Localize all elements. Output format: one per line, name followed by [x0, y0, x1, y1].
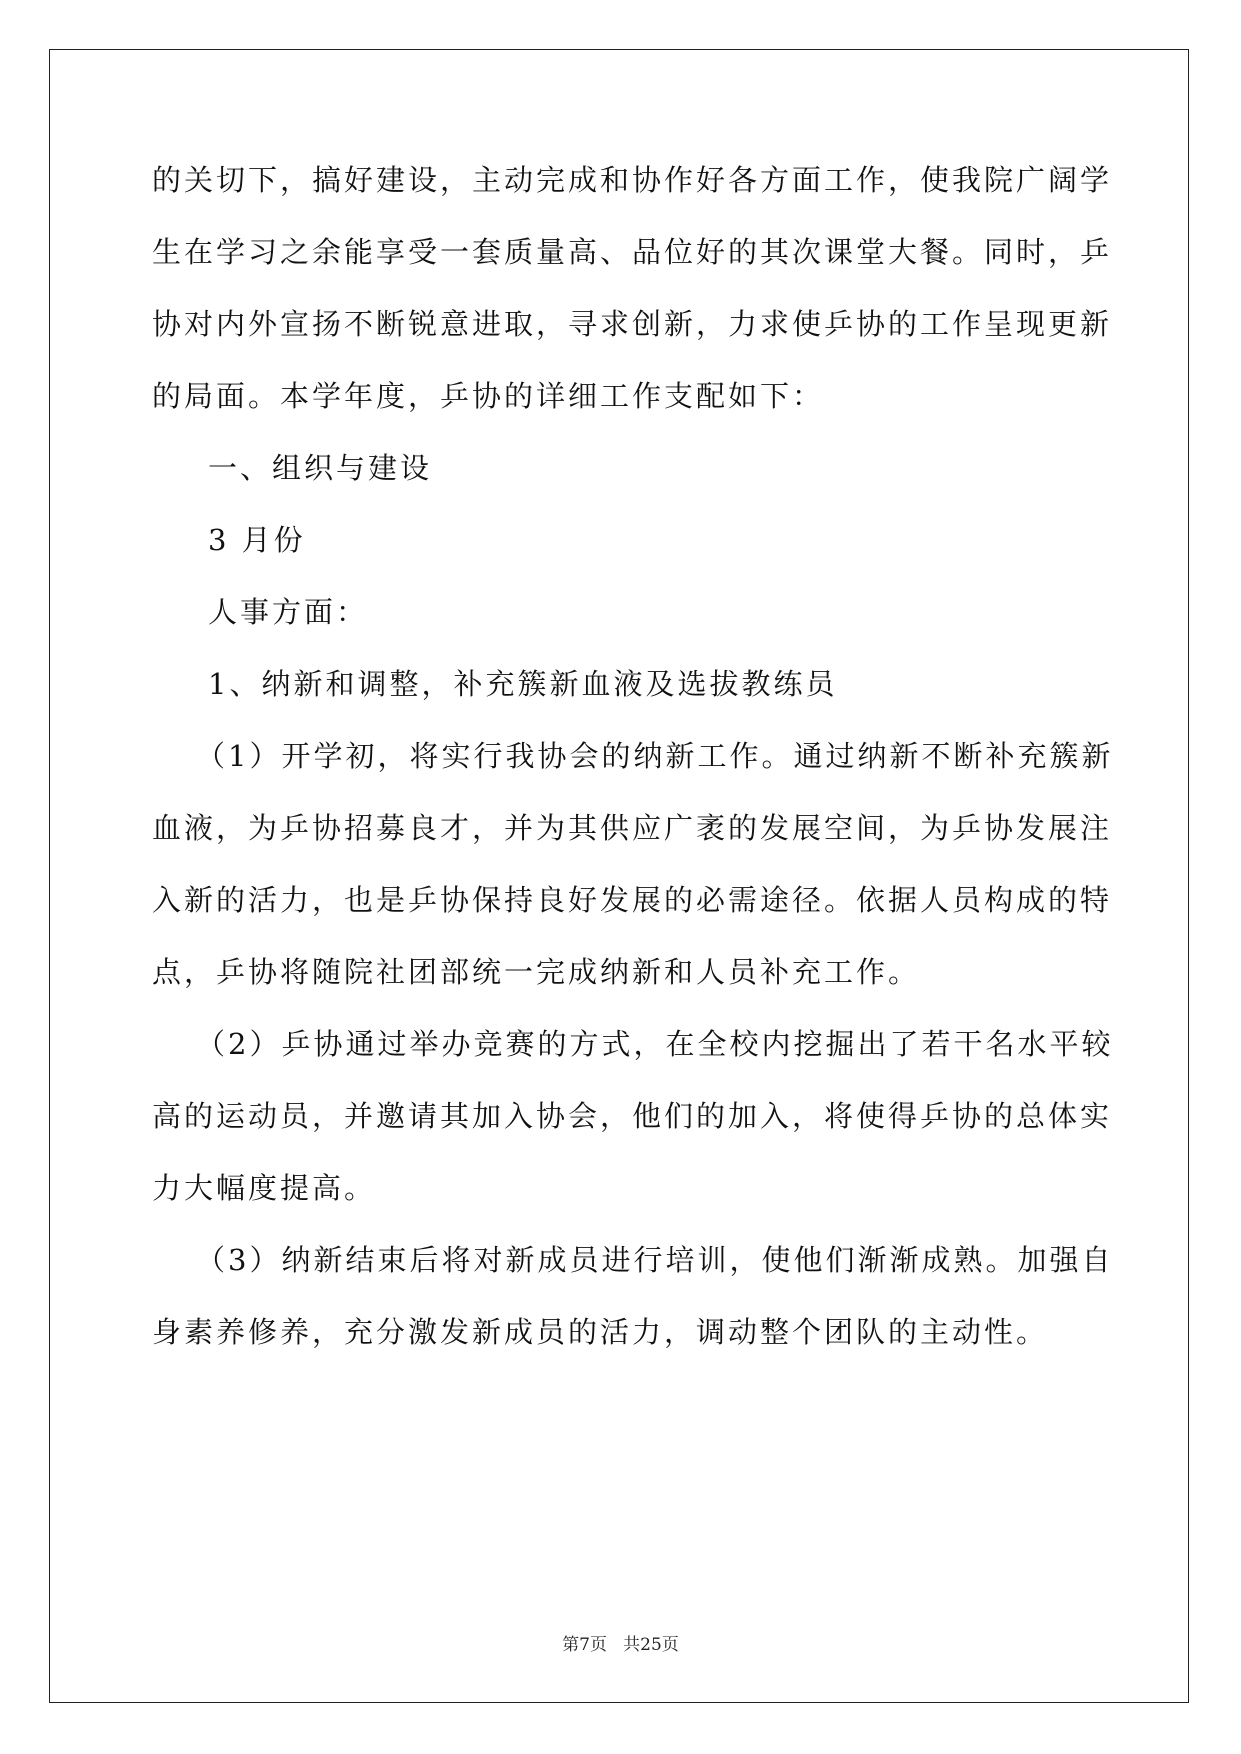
paragraph-line: 血液，为乒协招募良才，并为其供应广袤的发展空间，为乒协发展注 [152, 811, 1113, 845]
paragraph-line: 身素养修养，充分激发新成员的活力，调动整个团队的主动性。 [152, 1315, 1049, 1349]
paragraph-line: 高的运动员，并邀请其加入协会，他们的加入，将使得乒协的总体实 [152, 1099, 1113, 1133]
page-number-footer: 第7页 共25页 [562, 1635, 679, 1655]
section-heading: 一、组织与建设 [208, 451, 433, 485]
paragraph-line: 的局面。本学年度，乒协的详细工作支配如下： [152, 379, 825, 413]
paragraph-line: （1）开学初，将实行我协会的纳新工作。通过纳新不断补充簇新 [196, 739, 1114, 773]
paragraph-line: （2）乒协通过举办竞赛的方式，在全校内挖掘出了若干名水平较 [196, 1027, 1114, 1061]
list-item-heading: 1、纳新和调整，补充簇新血液及选拔教练员 [208, 667, 838, 701]
paragraph-line: 协对内外宣扬不断锐意进取，寻求创新，力求使乒协的工作呈现更新 [152, 307, 1113, 341]
paragraph-line: 入新的活力，也是乒协保持良好发展的必需途径。依据人员构成的特 [152, 883, 1113, 917]
paragraph-line: 的关切下，搞好建设，主动完成和协作好各方面工作，使我院广阔学 [152, 163, 1113, 197]
paragraph-line: 点，乒协将随院社团部统一完成纳新和人员补充工作。 [152, 955, 921, 989]
month-heading: 3 月份 [208, 523, 306, 557]
subsection-heading: 人事方面： [208, 595, 369, 629]
paragraph-line: 力大幅度提高。 [152, 1171, 377, 1205]
page-border [49, 49, 1189, 1703]
paragraph-line: 生在学习之余能享受一套质量高、品位好的其次课堂大餐。同时，乒 [152, 235, 1113, 269]
paragraph-line: （3）纳新结束后将对新成员进行培训，使他们渐渐成熟。加强自 [196, 1243, 1114, 1277]
